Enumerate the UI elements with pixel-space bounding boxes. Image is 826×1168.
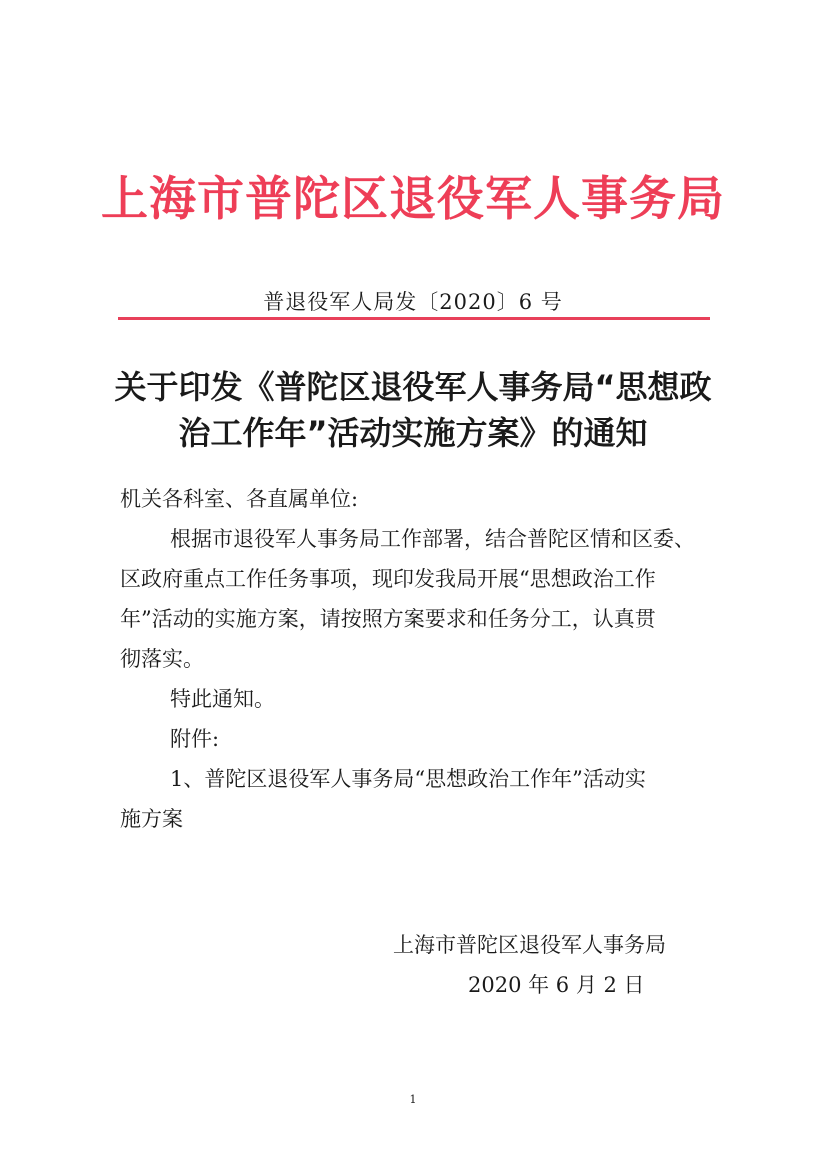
paragraph-line: 根据市退役军人事务局工作部署，结合普陀区情和区委、	[170, 527, 695, 551]
paragraph-line: 彻落实。	[120, 647, 204, 671]
closing-notice: 特此通知。	[170, 687, 275, 711]
issuing-organization-header: 上海市普陀区退役军人事务局	[101, 172, 725, 227]
signature-date: 2020 年 6 月 2 日	[468, 973, 645, 997]
signature-organization: 上海市普陀区退役军人事务局	[393, 933, 666, 957]
document-number: 普退役军人局发〔2020〕6 号	[263, 290, 563, 314]
paragraph-line: 年”活动的实施方案，请按照方案要求和任务分工，认真贯	[120, 607, 656, 631]
salutation: 机关各科室、各直属单位:	[120, 487, 359, 511]
page-number: 1	[409, 1093, 417, 1106]
attachment-item-line: 施方案	[120, 807, 183, 831]
attachment-label: 附件:	[170, 727, 220, 751]
document-title-line-2: 治工作年”活动实施方案》的通知	[178, 414, 648, 452]
attachment-item-line: 1、普陀区退役军人事务局“思想政治工作年”活动实	[170, 767, 646, 791]
red-separator-rule	[118, 317, 710, 320]
document-title-line-1: 关于印发《普陀区退役军人事务局“思想政	[114, 368, 712, 406]
paragraph-line: 区政府重点工作任务事项，现印发我局开展“思想政治工作	[120, 567, 656, 591]
